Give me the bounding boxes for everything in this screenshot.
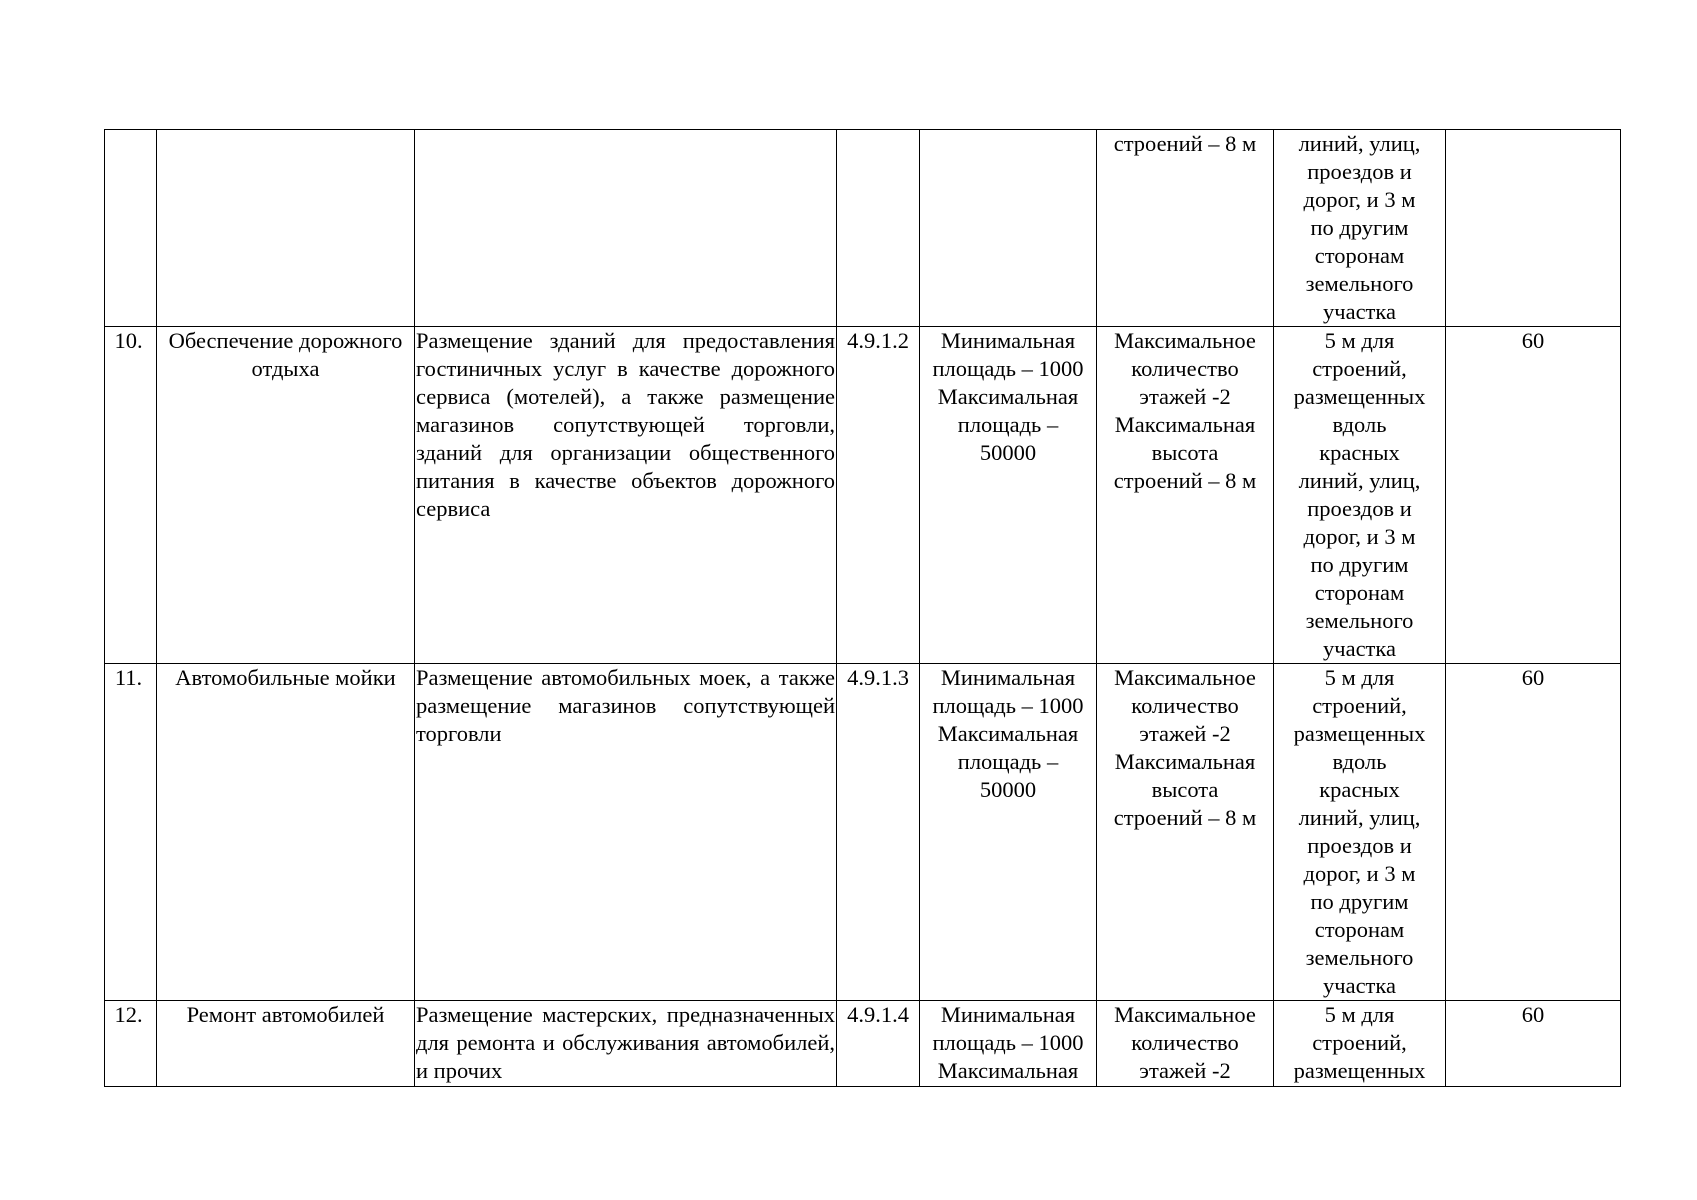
coverage-percent: 60 xyxy=(1446,664,1621,1001)
land-use-table xyxy=(104,129,1621,1087)
area-limits: Минимальная площадь – 1000 Максимальная площадь – 50000 xyxy=(920,664,1097,1001)
use-code: 4.9.1.2 xyxy=(837,327,920,664)
row-number xyxy=(105,130,157,327)
setback-limits: 5 м для строений, размещенных вдоль красных линий, улиц, проездов и дорог, и 3 м по другим сторонам земельного участка xyxy=(1274,327,1446,664)
coverage-percent xyxy=(1446,130,1621,327)
height-limits: строений – 8 м xyxy=(1097,130,1274,327)
area-limits xyxy=(920,130,1097,327)
setback-limits: линий, улиц, проездов и дорог, и 3 м по другим сторонам земельного участка xyxy=(1274,130,1446,327)
coverage-percent: 60 xyxy=(1446,1001,1621,1087)
setback-limits: 5 м для строений, размещенных вдоль красных линий, улиц, проездов и дорог, и 3 м по другим сторонам земельного участка xyxy=(1274,664,1446,1001)
use-code: 4.9.1.4 xyxy=(837,1001,920,1087)
setback-limits: 5 м для строений, размещенных xyxy=(1274,1001,1446,1087)
use-name: Обеспечение дорожного отдыха xyxy=(157,327,415,664)
use-code: 4.9.1.3 xyxy=(837,664,920,1001)
height-limits: Максимальное количество этажей -2 xyxy=(1097,1001,1274,1087)
use-description xyxy=(415,130,837,327)
height-limits: Максимальное количество этажей -2 Максимальная высота строений – 8 м xyxy=(1097,664,1274,1001)
table-row xyxy=(105,1001,1621,1087)
use-description: Размещение автомобильных моек, а также размещение магазинов сопутствующей торговли xyxy=(415,664,837,1001)
row-number: 11. xyxy=(105,664,157,1001)
use-description: Размещение зданий для предоставления гостиничных услуг в качестве дорожного сервиса (мотелей), а также размещение магазинов сопутствующей торговли, зданий для организации общественного питания в качестве объектов дорожного сервиса xyxy=(415,327,837,664)
area-limits: Минимальная площадь – 1000 Максимальная xyxy=(920,1001,1097,1087)
area-limits: Минимальная площадь – 1000 Максимальная площадь – 50000 xyxy=(920,327,1097,664)
use-name: Ремонт автомобилей xyxy=(157,1001,415,1087)
use-description: Размещение мастерских, предназначенных для ремонта и обслуживания автомобилей, и прочих xyxy=(415,1001,837,1087)
table-row xyxy=(105,664,1621,1001)
row-number: 10. xyxy=(105,327,157,664)
table-row xyxy=(105,327,1621,664)
height-limits: Максимальное количество этажей -2 Максимальная высота строений – 8 м xyxy=(1097,327,1274,664)
row-number: 12. xyxy=(105,1001,157,1087)
coverage-percent: 60 xyxy=(1446,327,1621,664)
use-code xyxy=(837,130,920,327)
table-row xyxy=(105,130,1621,327)
use-name: Автомобильные мойки xyxy=(157,664,415,1001)
use-name xyxy=(157,130,415,327)
